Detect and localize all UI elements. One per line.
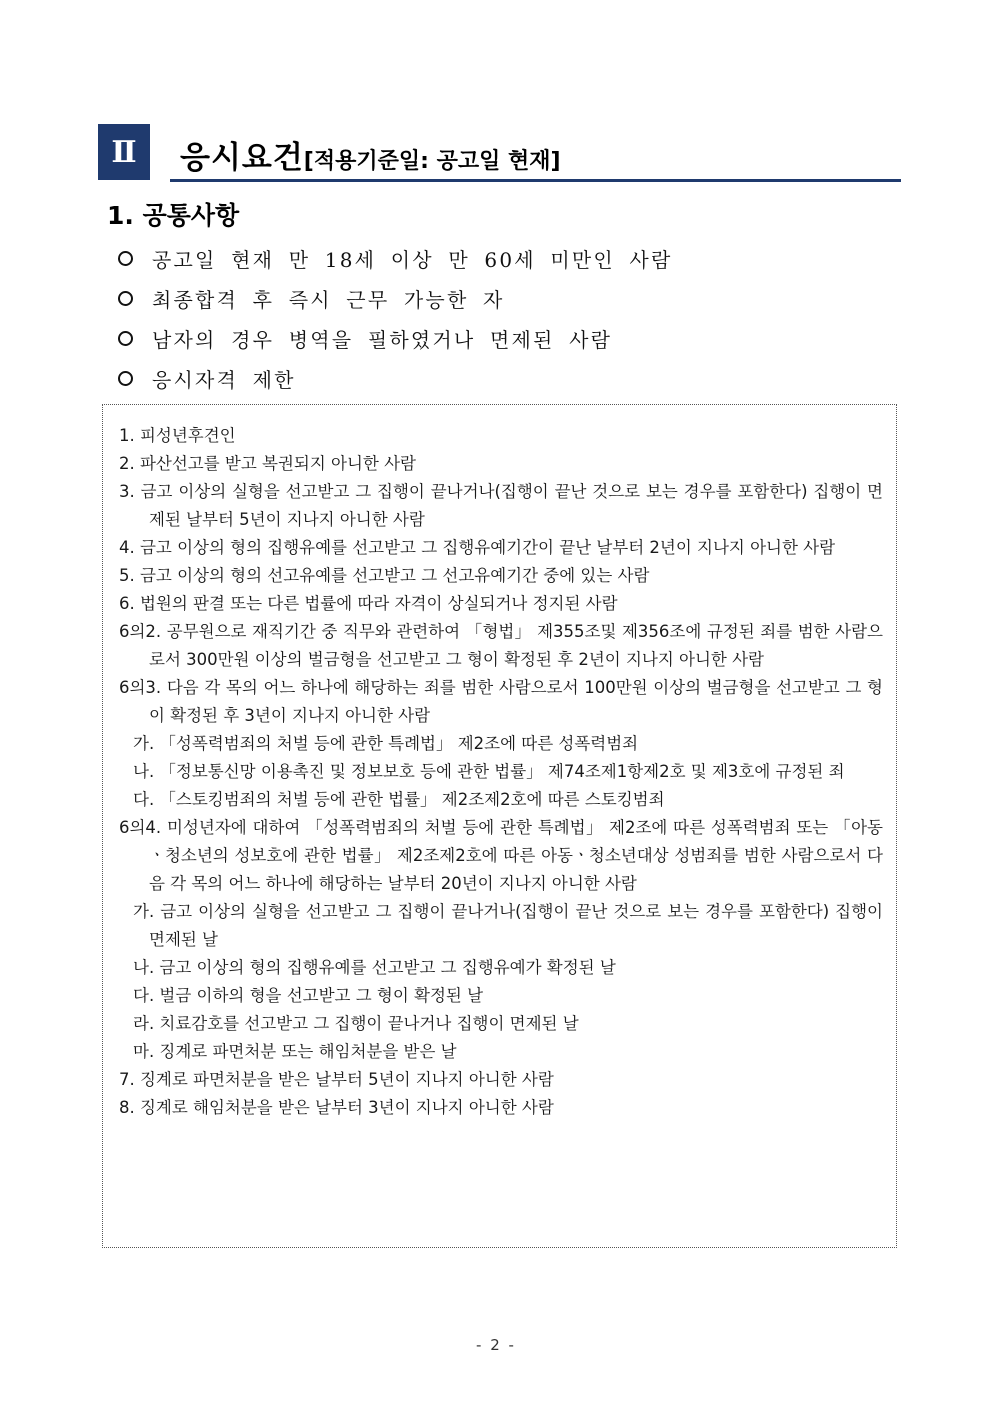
restriction-item: 6의2. 공무원으로 재직기간 중 직무와 관련하여 「형법」 제355조및 제356조에 규정된 죄를 범한 사람으로서 300만원 이상의 벌금형을 선고받고 그 형이 확정된 후 2년이 지나지 아니한 사람 xyxy=(119,622,883,669)
restriction-subitem: 나. 금고 이상의 형의 집행유예를 선고받고 그 집행유예가 확정된 날 xyxy=(133,958,616,977)
section-header xyxy=(98,124,901,182)
restriction-subitem: 다. 벌금 이하의 형을 선고받고 그 형이 확정된 날 xyxy=(133,986,484,1005)
restriction-subitem: 가. 「성폭력범죄의 처벌 등에 관한 특례법」 제2조에 따른 성폭력범죄 xyxy=(133,734,639,753)
circle-bullet-icon xyxy=(118,251,133,266)
restriction-subitem: 라. 치료감호를 선고받고 그 집행이 끝나거나 집행이 면제된 날 xyxy=(133,1014,579,1033)
requirement-item xyxy=(118,318,672,358)
restriction-item: 3. 금고 이상의 실형을 선고받고 그 집행이 끝나거나(집행이 끝난 것으로 보는 경우를 포함한다) 집행이 면제된 날부터 5년이 지나지 아니한 사람 xyxy=(119,482,883,529)
restriction-subitem: 나. 「정보통신망 이용촉진 및 정보보호 등에 관한 법률」 제74조제1항제2호 및 제3호에 규정된 죄 xyxy=(133,762,845,781)
restriction-item: 7. 징계로 파면처분을 받은 날부터 5년이 지나지 아니한 사람 xyxy=(119,1070,554,1089)
requirement-text: 남자의 경우 병역을 필하였거나 면제된 사람 xyxy=(152,327,613,352)
restriction-item: 4. 금고 이상의 형의 집행유예를 선고받고 그 집행유예기간이 끝난 날부터 2년이 지나지 아니한 사람 xyxy=(119,538,836,557)
restriction-item: 6의3. 다음 각 목의 어느 하나에 해당하는 죄를 범한 사람으로서 100만원 이상의 벌금형을 선고받고 그 형이 확정된 후 3년이 지나지 아니한 사람 xyxy=(119,678,883,725)
restriction-item: 6의4. 미성년자에 대하여 「성폭력범죄의 처벌 등에 관한 특례법」 제2조에 따른 성폭력범죄 또는 「아동ㆍ청소년의 성보호에 관한 법률」 제2조제2호에 따른 아동ㆍ청소년대상 성범죄를 범한 사람으로서 다음 각 목의 어느 하나에 해당하는 날부터 20년이 지나지 아니한 사람 xyxy=(119,818,883,893)
circle-bullet-icon xyxy=(118,331,133,346)
disqualification-list xyxy=(119,422,883,1122)
section-title-group xyxy=(180,132,561,177)
circle-bullet-icon xyxy=(118,371,133,386)
restriction-item: 1. 피성년후견인 xyxy=(119,426,236,445)
requirement-text: 공고일 현재 만 18세 이상 만 60세 미만인 사람 xyxy=(152,247,673,272)
restriction-item: 8. 징계로 해임처분을 받은 날부터 3년이 지나지 아니한 사람 xyxy=(119,1098,554,1117)
requirement-item xyxy=(118,278,672,318)
restriction-subitem: 마. 징계로 파면처분 또는 해임처분을 받은 날 xyxy=(133,1042,457,1061)
restriction-item: 6. 법원의 판결 또는 다른 법률에 따라 자격이 상실되거나 정지된 사람 xyxy=(119,594,618,613)
requirement-item xyxy=(118,358,672,398)
subsection-heading: 1. 공통사항 xyxy=(107,201,240,230)
section-underline xyxy=(170,179,901,182)
section-number-badge: Ⅱ xyxy=(98,124,150,180)
restriction-item: 2. 파산선고를 받고 복권되지 아니한 사람 xyxy=(119,454,416,473)
page-number: - 2 - xyxy=(476,1336,516,1354)
requirement-item xyxy=(118,238,672,278)
disqualification-box xyxy=(102,404,897,1248)
restriction-subitem: 가. 금고 이상의 실형을 선고받고 그 집행이 끝나거나(집행이 끝난 것으로 보는 경우를 포함한다) 집행이 면제된 날 xyxy=(133,902,883,949)
section-title: 응시요건 xyxy=(180,140,304,176)
section-subtitle: [적용기준일: 공고일 현재] xyxy=(303,149,561,174)
circle-bullet-icon xyxy=(118,291,133,306)
requirement-text: 최종합격 후 즉시 근무 가능한 자 xyxy=(152,287,505,312)
restriction-subitem: 다. 「스토킹범죄의 처벌 등에 관한 법률」 제2조제2호에 따른 스토킹범죄 xyxy=(133,790,665,809)
restriction-item: 5. 금고 이상의 형의 선고유예를 선고받고 그 선고유예기간 중에 있는 사람 xyxy=(119,566,650,585)
requirements-list xyxy=(118,238,672,398)
requirement-text: 응시자격 제한 xyxy=(152,367,296,392)
